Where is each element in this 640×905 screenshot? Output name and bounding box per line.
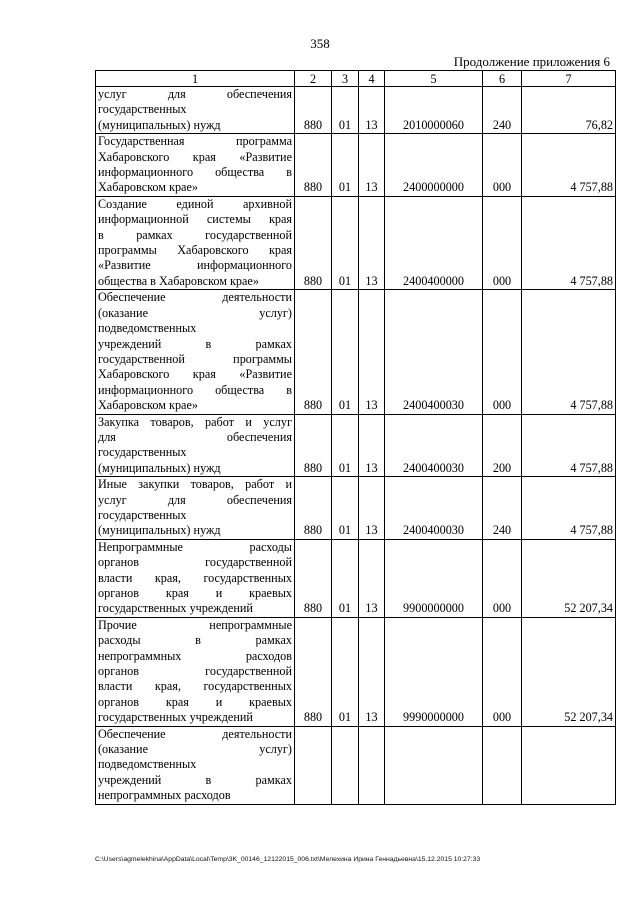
col-header-1: 1 bbox=[96, 71, 295, 87]
subsection-code-cell bbox=[359, 726, 385, 804]
subsection-code-cell: 13 bbox=[359, 539, 385, 617]
row-name-line: общества в Хабаровском крае» bbox=[98, 273, 259, 288]
table-row bbox=[96, 196, 616, 289]
expense-type-cell: 000 bbox=[483, 617, 522, 726]
section-code-cell: 01 bbox=[332, 134, 359, 197]
subsection-code-cell: 13 bbox=[359, 196, 385, 289]
row-name-line: государственных bbox=[98, 507, 187, 522]
col-header-5: 5 bbox=[385, 71, 483, 87]
target-article-cell: 2400400030 bbox=[385, 477, 483, 540]
section-code-cell: 01 bbox=[332, 539, 359, 617]
table-row bbox=[96, 477, 616, 540]
table-row bbox=[96, 617, 616, 726]
row-name-line: Хабаровского края «Развитие bbox=[98, 367, 292, 382]
col-header-2: 2 bbox=[295, 71, 332, 87]
row-name-line: органов государственной bbox=[98, 555, 292, 570]
row-name-line: Хабаровском крае» bbox=[98, 398, 198, 413]
section-code-cell: 01 bbox=[332, 87, 359, 134]
expense-type-cell: 000 bbox=[483, 196, 522, 289]
row-name-line: услуг для обеспечения bbox=[98, 87, 292, 101]
admin-code-cell: 880 bbox=[295, 539, 332, 617]
amount-cell: 4 757,88 bbox=[522, 196, 616, 289]
row-name-cell bbox=[96, 477, 295, 540]
expense-type-cell: 200 bbox=[483, 414, 522, 477]
row-name-line: для обеспечения bbox=[98, 429, 292, 444]
col-header-3: 3 bbox=[332, 71, 359, 87]
subsection-code-cell: 13 bbox=[359, 617, 385, 726]
amount-cell: 4 757,88 bbox=[522, 414, 616, 477]
row-name-line: Хабаровского края «Развитие bbox=[98, 149, 292, 164]
amount-cell: 76,82 bbox=[522, 87, 616, 134]
row-name-line: власти края, государственных bbox=[98, 570, 292, 585]
row-name-line: учреждений в рамках bbox=[98, 772, 292, 787]
amount-cell: 52 207,34 bbox=[522, 539, 616, 617]
row-name-line: (муниципальных) нужд bbox=[98, 460, 221, 475]
target-article-cell: 2400400000 bbox=[385, 196, 483, 289]
target-article-cell: 2400400030 bbox=[385, 290, 483, 414]
subsection-code-cell: 13 bbox=[359, 414, 385, 477]
section-code-cell: 01 bbox=[332, 617, 359, 726]
row-name-line: информационного общества в bbox=[98, 382, 292, 397]
row-name-line: непрограммных расходов bbox=[98, 788, 231, 803]
row-name-cell bbox=[96, 539, 295, 617]
table-row bbox=[96, 726, 616, 804]
row-name-line: в рамках государственной bbox=[98, 227, 292, 242]
expense-type-cell: 000 bbox=[483, 134, 522, 197]
subsection-code-cell: 13 bbox=[359, 134, 385, 197]
admin-code-cell bbox=[295, 726, 332, 804]
row-name-line: власти края, государственных bbox=[98, 679, 292, 694]
admin-code-cell: 880 bbox=[295, 87, 332, 134]
header-row bbox=[96, 71, 616, 87]
amount-cell bbox=[522, 726, 616, 804]
row-name-cell bbox=[96, 617, 295, 726]
row-name-line: Обеспечение деятельности bbox=[98, 726, 292, 741]
section-code-cell: 01 bbox=[332, 414, 359, 477]
row-name-line: государственной программы bbox=[98, 351, 292, 366]
row-name-line: (оказание услуг) bbox=[98, 742, 292, 757]
section-code-cell bbox=[332, 726, 359, 804]
row-name-line: подведомственных bbox=[98, 321, 197, 336]
amount-cell: 4 757,88 bbox=[522, 477, 616, 540]
amount-cell: 52 207,34 bbox=[522, 617, 616, 726]
admin-code-cell: 880 bbox=[295, 477, 332, 540]
row-name-line: информационного общества в bbox=[98, 165, 292, 180]
subsection-code-cell: 13 bbox=[359, 87, 385, 134]
footer-path: C:\Users\agmelekhina\AppData\Local\Temp\3K_00146_12122015_006.txt\Мелехина Ирина Геннадьевна\15.12.2015 10:27:33 bbox=[95, 856, 481, 863]
section-code-cell: 01 bbox=[332, 196, 359, 289]
subsection-code-cell: 13 bbox=[359, 290, 385, 414]
row-name-line: (муниципальных) нужд bbox=[98, 117, 221, 132]
row-name-line: органов края и краевых bbox=[98, 694, 292, 709]
row-name-line: государственных bbox=[98, 102, 187, 117]
expense-type-cell bbox=[483, 726, 522, 804]
row-name-line: учреждений в рамках bbox=[98, 336, 292, 351]
row-name-line: услуг для обеспечения bbox=[98, 492, 292, 507]
row-name-line: Хабаровском крае» bbox=[98, 180, 198, 195]
expense-type-cell: 240 bbox=[483, 477, 522, 540]
target-article-cell bbox=[385, 726, 483, 804]
amount-cell: 4 757,88 bbox=[522, 134, 616, 197]
section-code-cell: 01 bbox=[332, 290, 359, 414]
col-header-4: 4 bbox=[359, 71, 385, 87]
row-name-line: Обеспечение деятельности bbox=[98, 290, 292, 305]
table-row bbox=[96, 414, 616, 477]
subsection-code-cell: 13 bbox=[359, 477, 385, 540]
row-name-line: непрограммных расходов bbox=[98, 648, 292, 663]
continuation-note: Продолжение приложения 6 bbox=[453, 54, 610, 69]
amount-cell: 4 757,88 bbox=[522, 290, 616, 414]
row-name-cell bbox=[96, 290, 295, 414]
row-name-cell bbox=[96, 134, 295, 197]
table-body bbox=[96, 87, 616, 805]
row-name-line: расходы в рамках bbox=[98, 633, 292, 648]
row-name-line: подведомственных bbox=[98, 757, 197, 772]
row-name-line: Прочие непрограммные bbox=[98, 617, 292, 632]
row-name-line: Закупка товаров, работ и услуг bbox=[98, 414, 292, 429]
table-row bbox=[96, 539, 616, 617]
row-name-line: Создание единой архивной bbox=[98, 196, 292, 211]
row-name-cell bbox=[96, 726, 295, 804]
row-name-line: Государственная программа bbox=[98, 134, 292, 149]
row-name-line: (муниципальных) нужд bbox=[98, 523, 221, 538]
row-name-line: государственных учреждений bbox=[98, 601, 253, 616]
row-name-line: (оказание услуг) bbox=[98, 305, 292, 320]
table-row bbox=[96, 290, 616, 414]
expense-type-cell: 240 bbox=[483, 87, 522, 134]
target-article-cell: 2010000060 bbox=[385, 87, 483, 134]
page-number: 358 bbox=[310, 36, 330, 51]
row-name-line: Иные закупки товаров, работ и bbox=[98, 477, 292, 492]
admin-code-cell: 880 bbox=[295, 196, 332, 289]
row-name-line: государственных учреждений bbox=[98, 710, 253, 725]
row-name-line: Непрограммные расходы bbox=[98, 539, 292, 554]
col-header-7: 7 bbox=[522, 71, 616, 87]
col-header-6: 6 bbox=[483, 71, 522, 87]
admin-code-cell: 880 bbox=[295, 290, 332, 414]
admin-code-cell: 880 bbox=[295, 414, 332, 477]
target-article-cell: 9900000000 bbox=[385, 539, 483, 617]
row-name-line: государственных bbox=[98, 445, 187, 460]
table-row bbox=[96, 134, 616, 197]
budget-table bbox=[95, 70, 616, 805]
row-name-line: информационной системы края bbox=[98, 212, 292, 227]
row-name-cell bbox=[96, 87, 295, 134]
expense-type-cell: 000 bbox=[483, 290, 522, 414]
row-name-line: программы Хабаровского края bbox=[98, 243, 292, 258]
row-name-line: органов государственной bbox=[98, 664, 292, 679]
target-article-cell: 2400000000 bbox=[385, 134, 483, 197]
row-name-cell bbox=[96, 414, 295, 477]
table-row bbox=[96, 87, 616, 134]
admin-code-cell: 880 bbox=[295, 134, 332, 197]
section-code-cell: 01 bbox=[332, 477, 359, 540]
row-name-line: «Развитие информационного bbox=[98, 258, 292, 273]
admin-code-cell: 880 bbox=[295, 617, 332, 726]
target-article-cell: 2400400030 bbox=[385, 414, 483, 477]
target-article-cell: 9990000000 bbox=[385, 617, 483, 726]
expense-type-cell: 000 bbox=[483, 539, 522, 617]
row-name-cell bbox=[96, 196, 295, 289]
row-name-line: органов края и краевых bbox=[98, 586, 292, 600]
